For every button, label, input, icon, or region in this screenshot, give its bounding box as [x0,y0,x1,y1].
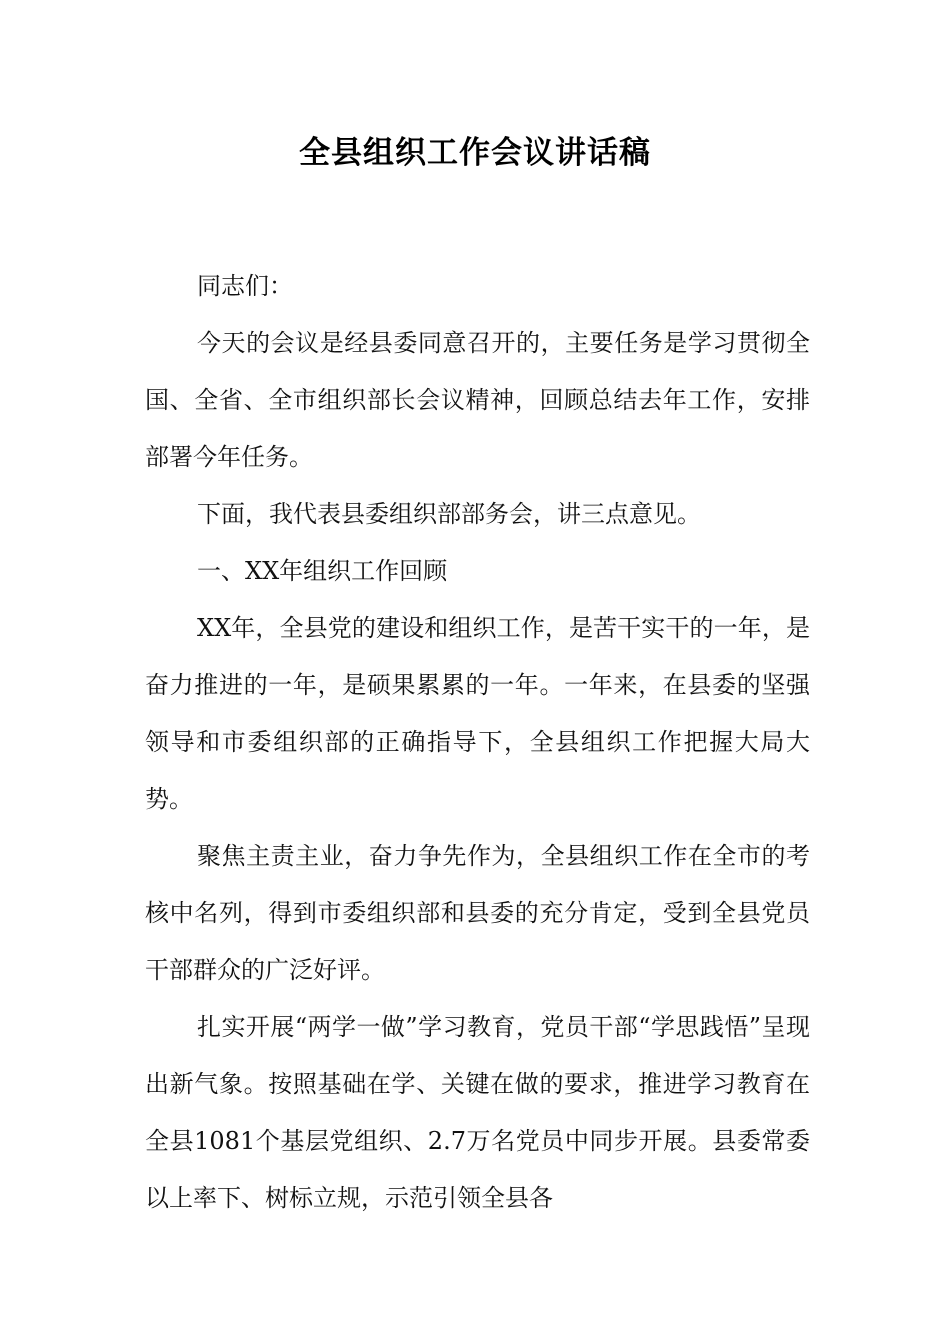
paragraph-year-review: XX年，全县党的建设和组织工作，是苦干实干的一年，是奋力推进的一年，是硕果累累的一年。一年来，在县委的坚强领导和市委组织部的正确指导下，全县组织工作把握大局大势。 [145,614,810,813]
greeting-paragraph: 同志们： [197,272,293,300]
document-title: 全县组织工作会议讲话稿 [299,135,651,171]
paragraph-study-education: 扎实开展“两学一做”学习教育，党员干部“学思践悟”呈现出新气象。按照基础在学、关键在做的要求，推进学习教育在全县1081个基层党组织、2.7万名党员中同步开展。县委常委以上率下、树标立规，示范引领全县各 [145,1013,810,1212]
paragraph-main-duties: 聚焦主责主业，奋力争先作为，全县组织工作在全市的考核中名列，得到市委组织部和县委的充分肯定，受到全县党员干部群众的广泛好评。 [145,842,810,984]
paragraph-three-points: 下面，我代表县委组织部部务会，讲三点意见。 [197,500,701,528]
paragraph-meeting-purpose: 今天的会议是经县委同意召开的，主要任务是学习贯彻全国、全省、全市组织部长会议精神，回顾总结去年工作，安排部署今年任务。 [145,329,810,471]
document-body [145,258,810,1227]
section-heading-one: 一、XX年组织工作回顾 [197,557,448,585]
